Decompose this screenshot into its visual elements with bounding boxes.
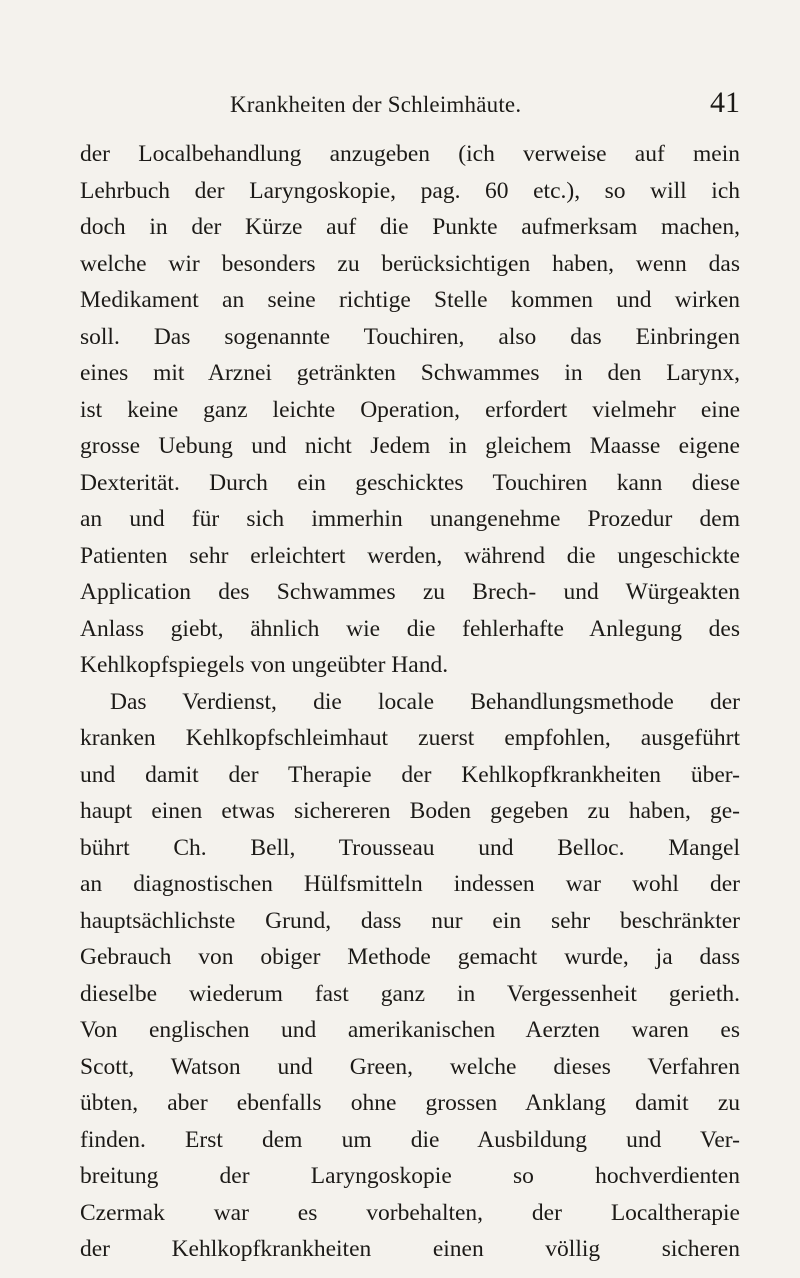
text-line: grosse Uebung und nicht Jedem in gleichem Maasse eigene — [80, 433, 740, 459]
running-title: Krankheiten der Schleimhäute. — [230, 92, 522, 117]
text-line: doch in der Kürze auf die Punkte aufmerksam machen, — [80, 214, 740, 240]
text-line: Anlass giebt, ähnlich wie die fehlerhafte Anlegung des — [80, 615, 740, 642]
text-line: Medikament an seine richtige Stelle kommen und wirken — [80, 287, 740, 313]
body-text — [80, 136, 740, 1268]
text-line: finden. Erst dem um die Ausbildung und Ver- — [80, 1126, 740, 1153]
text-line: an und für sich immerhin unangenehme Prozedur dem — [80, 506, 740, 532]
text-line: übten, aber ebenfalls ohne grossen Anklang damit zu — [80, 1090, 740, 1116]
text-line: Application des Schwammes zu Brech- und Würgeakten — [80, 579, 740, 605]
text-line: breitung der Laryngoskopie so hochverdienten — [80, 1163, 740, 1189]
text-line: Scott, Watson und Green, welche dieses Verfahren — [80, 1053, 740, 1080]
text-line: dieselbe wiederum fast ganz in Vergessenheit gerieth. — [80, 980, 740, 1007]
text-line: Czermak war es vorbehalten, der Localtherapie — [80, 1199, 740, 1226]
text-line: bührt Ch. Bell, Trousseau und Belloc. Mangel — [80, 834, 740, 861]
paragraph-end-line: Kehlkopfspiegels von ungeübter Hand. — [80, 652, 449, 678]
text-line: kranken Kehlkopfschleimhaut zuerst empfohlen, ausgeführt — [80, 725, 740, 751]
text-line: der Localbehandlung anzugeben (ich verweise auf mein — [80, 141, 740, 167]
text-line: hauptsächlichste Grund, dass nur ein sehr beschränkter — [80, 907, 740, 934]
text-line: haupt einen etwas sichereren Boden gegeben zu haben, ge- — [80, 798, 740, 824]
text-line: Patienten sehr erleichtert werden, während die ungeschickte — [80, 542, 740, 569]
text-line: welche wir besonders zu berücksichtigen haben, wenn das — [80, 250, 740, 277]
text-line: Von englischen und amerikanischen Aerzten waren es — [80, 1017, 740, 1043]
text-line: eines mit Arznei getränkten Schwammes in den Larynx, — [80, 360, 740, 386]
text-line: an diagnostischen Hülfsmitteln indessen war wohl der — [80, 871, 740, 897]
text-line: Gebrauch von obiger Methode gemacht wurde, ja dass — [80, 944, 740, 970]
text-line: Lehrbuch der Laryngoskopie, pag. 60 etc.), so will ich — [80, 177, 740, 204]
text-line: ist keine ganz leichte Operation, erfordert vielmehr eine — [80, 396, 740, 423]
text-line: und damit der Therapie der Kehlkopfkrankheiten über- — [80, 761, 740, 788]
text-line: Dexterität. Durch ein geschicktes Touchiren kann diese — [80, 469, 740, 496]
text-line: der Kehlkopfkrankheiten einen völlig sicheren — [80, 1236, 740, 1262]
page-number: 41 — [710, 86, 740, 119]
page-header — [80, 86, 740, 126]
paragraph-start-line: Das Verdienst, die locale Behandlungsmethode der — [110, 688, 740, 715]
text-line: soll. Das sogenannte Touchiren, also das Einbringen — [80, 323, 740, 350]
